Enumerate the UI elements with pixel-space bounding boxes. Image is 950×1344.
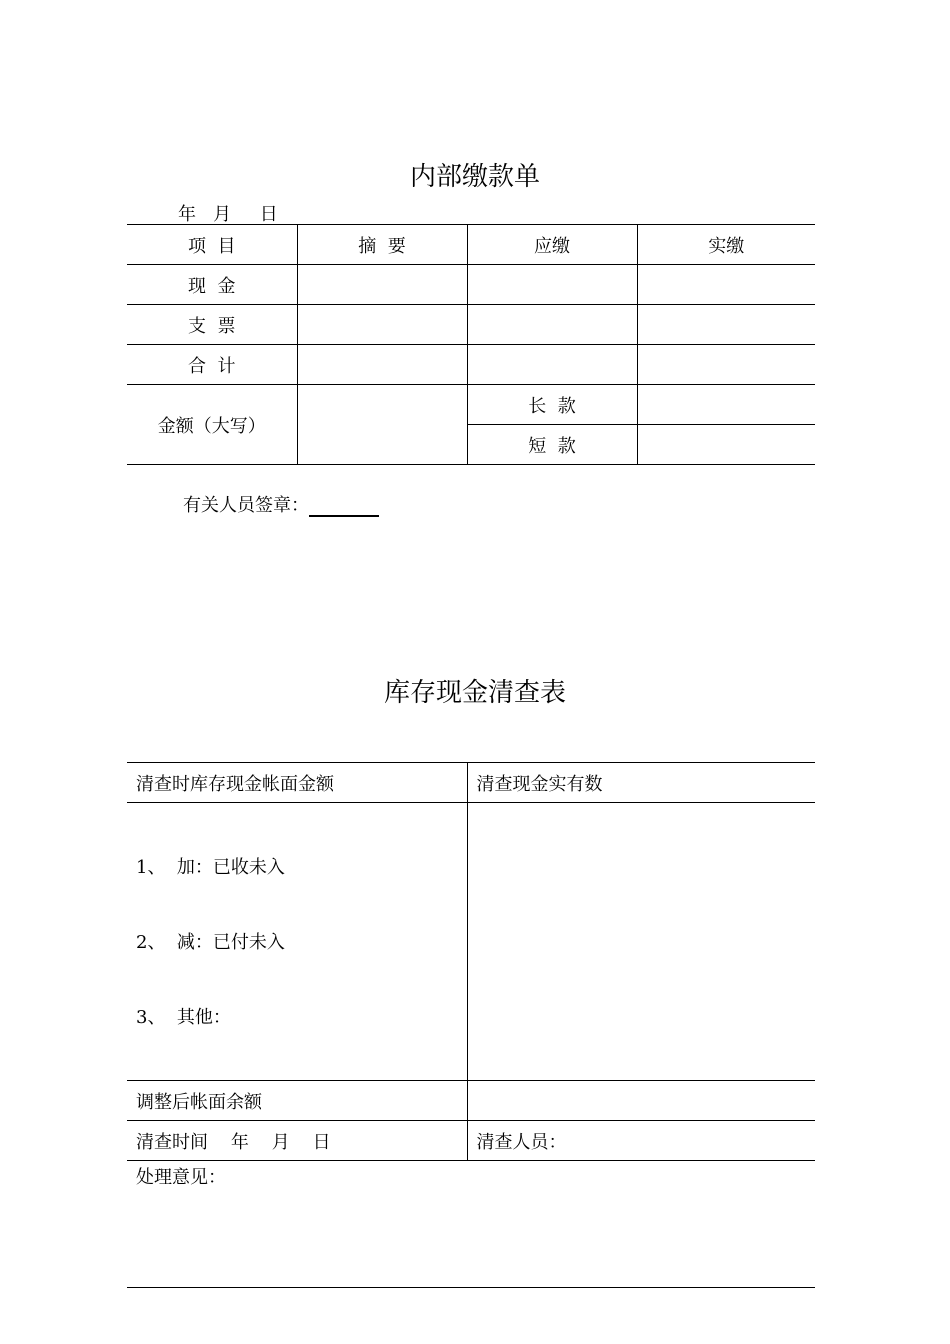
checker-label: 清查人员： [467, 1121, 815, 1161]
payment-form-table [127, 224, 815, 465]
actual-cash-label: 清查现金实有数 [467, 763, 815, 803]
header-paid: 实缴 [637, 225, 815, 265]
table-row [127, 1121, 815, 1161]
cash-paid-cell[interactable] [637, 265, 815, 305]
total-paid-cell[interactable] [637, 345, 815, 385]
table-row [127, 803, 815, 1081]
check-summary-cell[interactable] [297, 305, 467, 345]
cash-count-table [127, 762, 815, 1288]
row-label-cash: 现 金 [127, 265, 297, 305]
adjusted-balance-label: 调整后帐面余额 [127, 1081, 467, 1121]
short-amount-cell[interactable] [637, 425, 815, 465]
table-row [127, 265, 815, 305]
table-row [127, 1161, 815, 1288]
form2-title: 库存现金清查表 [383, 678, 566, 708]
opinion-cell[interactable] [127, 1161, 815, 1288]
amount-in-words-cell[interactable] [297, 385, 467, 465]
table-row [127, 385, 815, 425]
cash-summary-cell[interactable] [297, 265, 467, 305]
total-due-cell[interactable] [467, 345, 637, 385]
total-summary-cell[interactable] [297, 345, 467, 385]
book-amount-label: 清查时库存现金帐面金额 [127, 763, 467, 803]
adjustments-value-cell[interactable] [467, 803, 815, 1081]
cash-due-cell[interactable] [467, 265, 637, 305]
long-amount-label: 长 款 [467, 385, 637, 425]
adjust-add-line: 1、 加：已收未入 [136, 857, 285, 878]
form1-title: 内部缴款单 [409, 162, 540, 192]
row-label-total: 合 计 [127, 345, 297, 385]
header-due: 应缴 [467, 225, 637, 265]
amount-in-words-label: 金额（大写） [127, 385, 297, 465]
adjust-subtract-line: 2、 减：已付未入 [136, 932, 285, 953]
long-amount-cell[interactable] [637, 385, 815, 425]
table-row [127, 345, 815, 385]
table-row [127, 1081, 815, 1121]
check-time-label: 清查时间 年 月 日 [127, 1121, 467, 1161]
signature-row [183, 491, 379, 517]
header-item: 项 目 [127, 225, 297, 265]
form1-date-line: 年 月 日 [178, 204, 278, 225]
adjust-other-line: 3、 其他： [136, 1007, 231, 1028]
signature-line[interactable] [309, 497, 379, 517]
short-amount-label: 短 款 [467, 425, 637, 465]
adjusted-balance-cell[interactable] [467, 1081, 815, 1121]
table-header-row [127, 225, 815, 265]
row-label-check: 支 票 [127, 305, 297, 345]
table-row [127, 305, 815, 345]
table-row [127, 763, 815, 803]
signature-label: 有关人员签章： [183, 495, 309, 516]
header-summary: 摘 要 [297, 225, 467, 265]
check-paid-cell[interactable] [637, 305, 815, 345]
check-due-cell[interactable] [467, 305, 637, 345]
adjustments-cell [127, 803, 467, 1081]
opinion-label: 处理意见： [136, 1167, 226, 1188]
